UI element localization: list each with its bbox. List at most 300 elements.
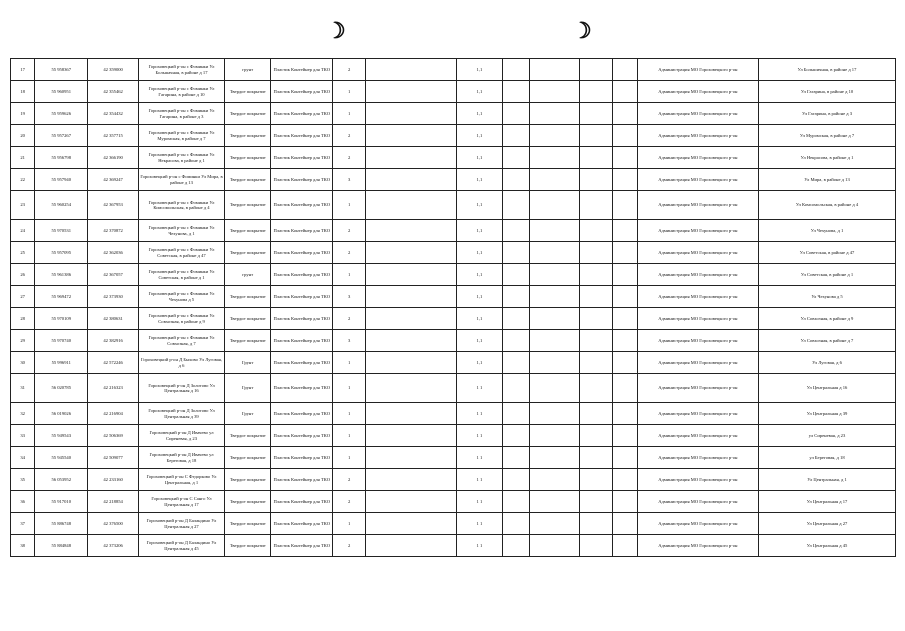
empty-cell-4 bbox=[580, 81, 613, 103]
row-number: 30 bbox=[11, 352, 35, 374]
container-volume-cell: 1,1 bbox=[456, 308, 502, 330]
container-type-cell: Пластик Контейнер для ТКО bbox=[271, 264, 333, 286]
empty-cell-1 bbox=[366, 264, 456, 286]
empty-cell-5 bbox=[613, 242, 637, 264]
address-cell: Гороховецкий р-он Д Золотово Ул Центральная д 39 bbox=[138, 403, 224, 425]
empty-cell-3 bbox=[529, 403, 580, 425]
container-count-cell: 2 bbox=[333, 220, 366, 242]
container-count-cell: 3 bbox=[333, 330, 366, 352]
table-row bbox=[11, 147, 896, 169]
empty-cell-1 bbox=[366, 169, 456, 191]
waste-source-cell: Ул Гагарина, в районе д 10 bbox=[759, 81, 896, 103]
table-row bbox=[11, 59, 896, 81]
empty-cell-3 bbox=[529, 103, 580, 125]
address-cell: Гороховецкий р-он с Фоминки Ул Чехунова, д 1 bbox=[138, 220, 224, 242]
address-cell: Гороховецкий р-он Д Ивачево ул Береговая, д 18 bbox=[138, 447, 224, 469]
container-type-cell: Пластик Контейнер для ТКО bbox=[271, 535, 333, 557]
owner-cell: Администрация МО Гороховецкого р-он bbox=[637, 81, 758, 103]
surface-cell: Грунт bbox=[225, 352, 271, 374]
empty-cell-2 bbox=[503, 59, 529, 81]
empty-cell-1 bbox=[366, 125, 456, 147]
address-cell: Гороховецкий р-он с Фоминки Ул Некрасова, в районе д 1 bbox=[138, 147, 224, 169]
empty-cell-4 bbox=[580, 59, 613, 81]
table-row bbox=[11, 81, 896, 103]
empty-cell-5 bbox=[613, 308, 637, 330]
empty-cell-3 bbox=[529, 220, 580, 242]
surface-cell: Твердое покрытие bbox=[225, 103, 271, 125]
row-number: 21 bbox=[11, 147, 35, 169]
empty-cell-1 bbox=[366, 286, 456, 308]
empty-cell-2 bbox=[503, 535, 529, 557]
container-volume-cell: 1,1 bbox=[456, 81, 502, 103]
row-number: 32 bbox=[11, 403, 35, 425]
address-cell: Гороховецкий р-он С Федорково Ул Центральная, д 1 bbox=[138, 469, 224, 491]
container-volume-cell: 1 1 bbox=[456, 469, 502, 491]
latitude-cell: 55 957095 bbox=[35, 242, 88, 264]
longitude-cell: 42 354432 bbox=[88, 103, 139, 125]
container-type-cell: Пластик Контейнер для ТКО bbox=[271, 352, 333, 374]
table-row bbox=[11, 403, 896, 425]
longitude-cell: 42 216904 bbox=[88, 403, 139, 425]
waste-source-cell: Ул Гагарина, в районе д 3 bbox=[759, 103, 896, 125]
row-number: 35 bbox=[11, 469, 35, 491]
address-cell: Гороховецкий р-он с Фоминки Ул Совхозная, в районе д 9 bbox=[138, 308, 224, 330]
row-number: 23 bbox=[11, 191, 35, 220]
container-count-cell: 1 bbox=[333, 81, 366, 103]
container-type-cell: Пластик Контейнер для ТКО bbox=[271, 191, 333, 220]
empty-cell-3 bbox=[529, 147, 580, 169]
latitude-cell: 55 996911 bbox=[35, 352, 88, 374]
container-volume-cell: 1,1 bbox=[456, 286, 502, 308]
latitude-cell: 55 945540 bbox=[35, 447, 88, 469]
table-row bbox=[11, 469, 896, 491]
container-count-cell: 2 bbox=[333, 147, 366, 169]
owner-cell: Администрация МО Гороховецкого р-он bbox=[637, 491, 758, 513]
container-type-cell: Пластик Контейнер для ТКО bbox=[271, 330, 333, 352]
empty-cell-3 bbox=[529, 242, 580, 264]
empty-cell-2 bbox=[503, 191, 529, 220]
empty-cell-2 bbox=[503, 220, 529, 242]
latitude-cell: 55 970531 bbox=[35, 220, 88, 242]
empty-cell-2 bbox=[503, 125, 529, 147]
row-number: 36 bbox=[11, 491, 35, 513]
empty-cell-3 bbox=[529, 513, 580, 535]
container-type-cell: Пластик Контейнер для ТКО bbox=[271, 169, 333, 191]
container-volume-cell: 1 1 bbox=[456, 447, 502, 469]
container-type-cell: Пластик Контейнер для ТКО bbox=[271, 447, 333, 469]
row-number: 29 bbox=[11, 330, 35, 352]
empty-cell-4 bbox=[580, 447, 613, 469]
empty-cell-1 bbox=[366, 242, 456, 264]
container-count-cell: 2 bbox=[333, 242, 366, 264]
surface-cell: Твердое покрытие bbox=[225, 469, 271, 491]
table-row bbox=[11, 447, 896, 469]
owner-cell: Администрация МО Гороховецкого р-он bbox=[637, 352, 758, 374]
owner-cell: Администрация МО Гороховецкого р-он bbox=[637, 447, 758, 469]
row-number: 26 bbox=[11, 264, 35, 286]
latitude-cell: 55 958367 bbox=[35, 59, 88, 81]
empty-cell-5 bbox=[613, 403, 637, 425]
empty-cell-5 bbox=[613, 374, 637, 403]
latitude-cell: 55 949543 bbox=[35, 425, 88, 447]
empty-cell-1 bbox=[366, 220, 456, 242]
surface-cell: Твердое покрытие bbox=[225, 535, 271, 557]
empty-cell-4 bbox=[580, 103, 613, 125]
surface-cell: Твердое покрытие bbox=[225, 169, 271, 191]
waste-source-cell: Ул Советская, в районе д 47 bbox=[759, 242, 896, 264]
longitude-cell: 42 216323 bbox=[88, 374, 139, 403]
container-type-cell: Пластик Контейнер для ТКО bbox=[271, 469, 333, 491]
container-count-cell: 1 bbox=[333, 264, 366, 286]
longitude-cell: 42 367953 bbox=[88, 191, 139, 220]
empty-cell-2 bbox=[503, 81, 529, 103]
empty-cell-4 bbox=[580, 308, 613, 330]
empty-cell-3 bbox=[529, 447, 580, 469]
container-volume-cell: 1,1 bbox=[456, 242, 502, 264]
empty-cell-4 bbox=[580, 330, 613, 352]
container-count-cell: 1 bbox=[333, 374, 366, 403]
waste-source-cell: Ул Центральная д 16 bbox=[759, 374, 896, 403]
table-row bbox=[11, 535, 896, 557]
empty-cell-3 bbox=[529, 491, 580, 513]
empty-cell-5 bbox=[613, 352, 637, 374]
owner-cell: Администрация МО Гороховецкого р-он bbox=[637, 169, 758, 191]
empty-cell-1 bbox=[366, 447, 456, 469]
empty-cell-3 bbox=[529, 286, 580, 308]
container-count-cell: 2 bbox=[333, 308, 366, 330]
empty-cell-4 bbox=[580, 169, 613, 191]
empty-cell-1 bbox=[366, 535, 456, 557]
empty-cell-5 bbox=[613, 513, 637, 535]
empty-cell-3 bbox=[529, 425, 580, 447]
longitude-cell: 42 380631 bbox=[88, 308, 139, 330]
empty-cell-2 bbox=[503, 469, 529, 491]
owner-cell: Администрация МО Гороховецкого р-он bbox=[637, 125, 758, 147]
longitude-cell: 42 369247 bbox=[88, 169, 139, 191]
empty-cell-2 bbox=[503, 403, 529, 425]
empty-cell-1 bbox=[366, 81, 456, 103]
latitude-cell: 55 956798 bbox=[35, 147, 88, 169]
latitude-cell: 55 886748 bbox=[35, 513, 88, 535]
empty-cell-4 bbox=[580, 286, 613, 308]
surface-cell: Твердое покрытие bbox=[225, 242, 271, 264]
longitude-cell: 42 376500 bbox=[88, 513, 139, 535]
address-cell: Гороховецкий р-он с Фоминки Ул Гагарина, в районе д 3 bbox=[138, 103, 224, 125]
address-cell: Гороховецкий р-он Д Баландино Ул Центральная д 45 bbox=[138, 535, 224, 557]
surface-cell: Твердое покрытие bbox=[225, 491, 271, 513]
waste-source-cell: Ул Муромская, в районе д 7 bbox=[759, 125, 896, 147]
empty-cell-4 bbox=[580, 242, 613, 264]
empty-cell-2 bbox=[503, 425, 529, 447]
longitude-cell: 42 373206 bbox=[88, 535, 139, 557]
container-type-cell: Пластик Контейнер для ТКО bbox=[271, 59, 333, 81]
container-count-cell: 1 bbox=[333, 103, 366, 125]
surface-cell: Твердое покрытие bbox=[225, 447, 271, 469]
empty-cell-1 bbox=[366, 103, 456, 125]
surface-cell: Твердое покрытие bbox=[225, 147, 271, 169]
container-volume-cell: 1 1 bbox=[456, 374, 502, 403]
latitude-cell: 56 020785 bbox=[35, 374, 88, 403]
waste-source-cell: Ул Совхозная, в районе д 9 bbox=[759, 308, 896, 330]
empty-cell-2 bbox=[503, 513, 529, 535]
latitude-cell: 55 961386 bbox=[35, 264, 88, 286]
longitude-cell: 42 572246 bbox=[88, 352, 139, 374]
table-row bbox=[11, 491, 896, 513]
row-number: 38 bbox=[11, 535, 35, 557]
table-row bbox=[11, 191, 896, 220]
container-volume-cell: 1,1 bbox=[456, 264, 502, 286]
row-number: 20 bbox=[11, 125, 35, 147]
address-cell: Гороховецкий р-он с Фоминки Ул Советская, в районе д 1 bbox=[138, 264, 224, 286]
empty-cell-4 bbox=[580, 425, 613, 447]
waste-source-cell: Ул Чехунова, д 1 bbox=[759, 220, 896, 242]
empty-cell-1 bbox=[366, 330, 456, 352]
empty-cell-1 bbox=[366, 513, 456, 535]
empty-cell-1 bbox=[366, 308, 456, 330]
address-cell: Гороховецкий р-он с Фоминки Ул Гагарина, в районе д 10 bbox=[138, 81, 224, 103]
latitude-cell: 55 957267 bbox=[35, 125, 88, 147]
waste-source-cell: Ул Комсомольская, в районе д 4 bbox=[759, 191, 896, 220]
waste-source-cell: Ул Центральная д 27 bbox=[759, 513, 896, 535]
waste-source-cell: Ул Некрасова, в районе д 1 bbox=[759, 147, 896, 169]
container-count-cell: 1 bbox=[333, 425, 366, 447]
empty-cell-4 bbox=[580, 220, 613, 242]
owner-cell: Администрация МО Гороховецкого р-он bbox=[637, 469, 758, 491]
container-type-cell: Пластик Контейнер для ТКО bbox=[271, 286, 333, 308]
empty-cell-2 bbox=[503, 169, 529, 191]
container-volume-cell: 1,1 bbox=[456, 352, 502, 374]
surface-cell: Грунт bbox=[225, 403, 271, 425]
latitude-cell: 55 959626 bbox=[35, 103, 88, 125]
empty-cell-5 bbox=[613, 125, 637, 147]
empty-cell-2 bbox=[503, 264, 529, 286]
owner-cell: Администрация МО Гороховецкого р-он bbox=[637, 535, 758, 557]
empty-cell-3 bbox=[529, 59, 580, 81]
container-volume-cell: 1 1 bbox=[456, 425, 502, 447]
container-type-cell: Пластик Контейнер для ТКО bbox=[271, 220, 333, 242]
longitude-cell: 42 359000 bbox=[88, 59, 139, 81]
empty-cell-1 bbox=[366, 374, 456, 403]
surface-cell: Твердое покрытие bbox=[225, 286, 271, 308]
owner-cell: Администрация МО Гороховецкого р-он bbox=[637, 59, 758, 81]
waste-source-cell: Ул Мира, в районе д 13 bbox=[759, 169, 896, 191]
container-count-cell: 2 bbox=[333, 125, 366, 147]
owner-cell: Администрация МО Гороховецкого р-он bbox=[637, 220, 758, 242]
container-count-cell: 2 bbox=[333, 59, 366, 81]
empty-cell-3 bbox=[529, 191, 580, 220]
container-volume-cell: 1 1 bbox=[456, 403, 502, 425]
empty-cell-2 bbox=[503, 330, 529, 352]
empty-cell-2 bbox=[503, 103, 529, 125]
address-cell: Гороховецкий р-он Д Золотово Ул Центральная д 16 bbox=[138, 374, 224, 403]
latitude-cell: 55 969472 bbox=[35, 286, 88, 308]
container-type-cell: Пластик Контейнер для ТКО bbox=[271, 425, 333, 447]
row-number: 27 bbox=[11, 286, 35, 308]
empty-cell-4 bbox=[580, 125, 613, 147]
container-type-cell: Пластик Контейнер для ТКО bbox=[271, 403, 333, 425]
container-type-cell: Пластик Контейнер для ТКО bbox=[271, 308, 333, 330]
row-number: 19 bbox=[11, 103, 35, 125]
table-row bbox=[11, 425, 896, 447]
empty-cell-5 bbox=[613, 491, 637, 513]
empty-cell-3 bbox=[529, 81, 580, 103]
owner-cell: Администрация МО Гороховецкого р-он bbox=[637, 425, 758, 447]
empty-cell-3 bbox=[529, 125, 580, 147]
empty-cell-4 bbox=[580, 264, 613, 286]
container-volume-cell: 1,1 bbox=[456, 59, 502, 81]
container-count-cell: 1 bbox=[333, 191, 366, 220]
latitude-cell: 55 960951 bbox=[35, 81, 88, 103]
container-count-cell: 2 bbox=[333, 491, 366, 513]
address-cell: Гороховецкий р-он с Фоминки Ул Советская, в районе д 47 bbox=[138, 242, 224, 264]
waste-source-cell: Ул Советская, в районе д 1 bbox=[759, 264, 896, 286]
longitude-cell: 42 357715 bbox=[88, 125, 139, 147]
address-cell: Гороховецкий р-он с Фоминки Ул Совхозная, д 7 bbox=[138, 330, 224, 352]
register-table bbox=[10, 58, 896, 557]
latitude-cell: 55 970740 bbox=[35, 330, 88, 352]
container-volume-cell: 1,1 bbox=[456, 103, 502, 125]
empty-cell-3 bbox=[529, 535, 580, 557]
row-number: 31 bbox=[11, 374, 35, 403]
table-row bbox=[11, 125, 896, 147]
address-cell: Гороховецкий р-он Д Баландино Ул Центральная д 27 bbox=[138, 513, 224, 535]
waste-source-cell: ул Сиреневая, д 23 bbox=[759, 425, 896, 447]
table-row bbox=[11, 169, 896, 191]
table-row bbox=[11, 513, 896, 535]
table-row bbox=[11, 264, 896, 286]
container-volume-cell: 1,1 bbox=[456, 169, 502, 191]
address-cell: Гороховецкий р-он с Фоминки Ул Комсомольская, в районе д 4 bbox=[138, 191, 224, 220]
container-count-cell: 3 bbox=[333, 169, 366, 191]
empty-cell-4 bbox=[580, 491, 613, 513]
page-mark-left: ☽ bbox=[326, 18, 346, 43]
empty-cell-1 bbox=[366, 191, 456, 220]
longitude-cell: 42 362036 bbox=[88, 242, 139, 264]
table-row bbox=[11, 330, 896, 352]
empty-cell-1 bbox=[366, 469, 456, 491]
row-number: 24 bbox=[11, 220, 35, 242]
row-number: 34 bbox=[11, 447, 35, 469]
surface-cell: Твердое покрытие bbox=[225, 308, 271, 330]
surface-cell: Твердое покрытие bbox=[225, 513, 271, 535]
container-volume-cell: 1,1 bbox=[456, 191, 502, 220]
empty-cell-5 bbox=[613, 447, 637, 469]
empty-cell-1 bbox=[366, 403, 456, 425]
surface-cell: Твердое покрытие bbox=[225, 81, 271, 103]
empty-cell-4 bbox=[580, 147, 613, 169]
empty-cell-3 bbox=[529, 374, 580, 403]
table-row bbox=[11, 286, 896, 308]
row-number: 28 bbox=[11, 308, 35, 330]
owner-cell: Администрация МО Гороховецкого р-он bbox=[637, 308, 758, 330]
surface-cell: Твердое покрытие bbox=[225, 125, 271, 147]
latitude-cell: 55 970109 bbox=[35, 308, 88, 330]
address-cell: Гороховецкий р-он С Санго Ул Центральная д 17 bbox=[138, 491, 224, 513]
empty-cell-1 bbox=[366, 59, 456, 81]
address-cell: Гороховецкий р-он с Фоминки Ул Мира, в районе д 13 bbox=[138, 169, 224, 191]
waste-source-cell: Ул Центральная д 17 bbox=[759, 491, 896, 513]
container-count-cell: 1 bbox=[333, 513, 366, 535]
empty-cell-4 bbox=[580, 535, 613, 557]
container-count-cell: 2 bbox=[333, 535, 366, 557]
address-cell: Гороховецкий р-он с Фоминки Ул Большачная, в районе д 17 bbox=[138, 59, 224, 81]
empty-cell-3 bbox=[529, 352, 580, 374]
address-cell: Гороховецкий р-он с Фоминки Ул Чехунова д 5 bbox=[138, 286, 224, 308]
container-volume-cell: 1,1 bbox=[456, 220, 502, 242]
latitude-cell: 55 960254 bbox=[35, 191, 88, 220]
empty-cell-2 bbox=[503, 352, 529, 374]
empty-cell-3 bbox=[529, 169, 580, 191]
container-volume-cell: 1 1 bbox=[456, 535, 502, 557]
waste-source-cell: Ул Совхозная, в районе д 7 bbox=[759, 330, 896, 352]
longitude-cell: 42 373930 bbox=[88, 286, 139, 308]
empty-cell-5 bbox=[613, 264, 637, 286]
page-mark-right: ☽ bbox=[572, 18, 592, 43]
surface-cell: Твердое покрытие bbox=[225, 425, 271, 447]
container-volume-cell: 1,1 bbox=[456, 330, 502, 352]
longitude-cell: 42 382916 bbox=[88, 330, 139, 352]
empty-cell-5 bbox=[613, 469, 637, 491]
empty-cell-5 bbox=[613, 191, 637, 220]
container-count-cell: 3 bbox=[333, 286, 366, 308]
empty-cell-3 bbox=[529, 330, 580, 352]
owner-cell: Администрация МО Гороховецкого р-он bbox=[637, 330, 758, 352]
empty-cell-5 bbox=[613, 425, 637, 447]
latitude-cell: 55 917010 bbox=[35, 491, 88, 513]
empty-cell-4 bbox=[580, 469, 613, 491]
container-volume-cell: 1 1 bbox=[456, 513, 502, 535]
empty-cell-2 bbox=[503, 286, 529, 308]
row-number: 22 bbox=[11, 169, 35, 191]
empty-cell-5 bbox=[613, 81, 637, 103]
table-row bbox=[11, 242, 896, 264]
longitude-cell: 42 506369 bbox=[88, 425, 139, 447]
empty-cell-5 bbox=[613, 220, 637, 242]
empty-cell-2 bbox=[503, 374, 529, 403]
empty-cell-4 bbox=[580, 352, 613, 374]
empty-cell-5 bbox=[613, 535, 637, 557]
container-type-cell: Пластик Контейнер для ТКО bbox=[271, 374, 333, 403]
empty-cell-4 bbox=[580, 374, 613, 403]
empty-cell-1 bbox=[366, 352, 456, 374]
container-type-cell: Пластик Контейнер для ТКО bbox=[271, 242, 333, 264]
longitude-cell: 42 370872 bbox=[88, 220, 139, 242]
waste-source-cell: ул Береговая, д 18 bbox=[759, 447, 896, 469]
container-volume-cell: 1,1 bbox=[456, 125, 502, 147]
waste-source-cell: Ул Центральная д 45 bbox=[759, 535, 896, 557]
empty-cell-2 bbox=[503, 242, 529, 264]
waste-source-cell: Ул Большичная, в районе д 17 bbox=[759, 59, 896, 81]
surface-cell: Твердое покрытие bbox=[225, 330, 271, 352]
table-row bbox=[11, 220, 896, 242]
table-row bbox=[11, 374, 896, 403]
empty-cell-3 bbox=[529, 469, 580, 491]
empty-cell-3 bbox=[529, 264, 580, 286]
empty-cell-2 bbox=[503, 147, 529, 169]
empty-cell-4 bbox=[580, 513, 613, 535]
container-volume-cell: 1,1 bbox=[456, 147, 502, 169]
table-row bbox=[11, 308, 896, 330]
owner-cell: Администрация МО Гороховецкого р-он bbox=[637, 191, 758, 220]
address-cell: Гороховецкий р-он Д Ивачево ул Сиреневая, д 23 bbox=[138, 425, 224, 447]
empty-cell-5 bbox=[613, 169, 637, 191]
empty-cell-5 bbox=[613, 59, 637, 81]
latitude-cell: 55 884848 bbox=[35, 535, 88, 557]
empty-cell-5 bbox=[613, 103, 637, 125]
empty-cell-5 bbox=[613, 330, 637, 352]
longitude-cell: 42 367057 bbox=[88, 264, 139, 286]
address-cell: Гороховецкий р-он Д Быхово Ул Луговая, д 6 bbox=[138, 352, 224, 374]
